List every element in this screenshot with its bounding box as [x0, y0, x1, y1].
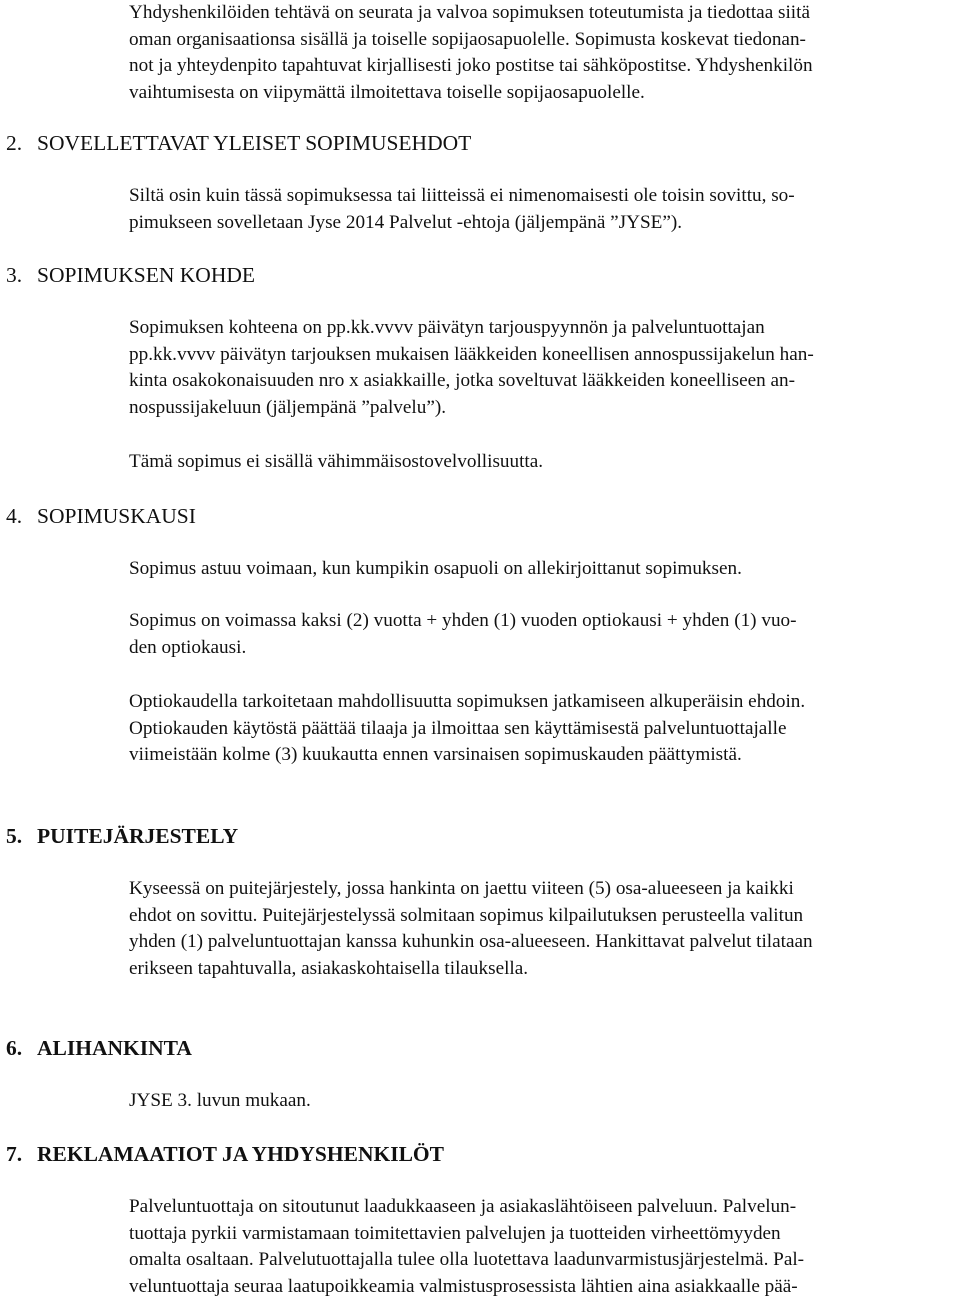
section-number: 2. — [6, 131, 23, 155]
section-heading-5 — [6, 823, 238, 849]
section-5-paragraph-1 — [129, 876, 949, 983]
text-line: Yhdyshenkilöiden tehtävä on seurata ja valvoa sopimuksen toteutumista ja tiedottaa siitä — [129, 2, 810, 23]
text-line: kinta osakokonaisuuden nro x asiakkaille, jotka soveltuvat lääkkeiden koneelliseen an- — [129, 370, 796, 392]
text-line: pimukseen sovelletaan Jyse 2014 Palvelut -ehtoja (jäljempänä ”JYSE”). — [129, 211, 683, 233]
text-line: pp.kk.vvvv päivätyn tarjouksen mukaisen lääkkeiden koneellisen annospussijakelun han- — [129, 343, 814, 365]
section-title: SOPIMUSKAUSI — [37, 504, 196, 528]
section-title: ALIHANKINTA — [37, 1036, 192, 1060]
section-7-paragraph-1 — [129, 1194, 949, 1301]
section-title: SOPIMUKSEN KOHDE — [37, 263, 256, 287]
section-heading-7 — [6, 1141, 444, 1167]
text-line: veluntuottaja seuraa laatupoikkeamia valmistusprosessista lähtien aina asiakkaalle pää- — [129, 1276, 798, 1298]
text-line: Kyseessä on puitejärjestely, jossa hankinta on jaettu viiteen (5) osa-alueeseen ja kaikki — [129, 878, 794, 899]
section-heading-4 — [6, 503, 196, 529]
text-line: not ja yhteydenpito tapahtuvat kirjallisesti joko postitse tai sähköpostitse. Yhdyshenkilön — [129, 55, 813, 77]
text-line: Palveluntuottaja on sitoutunut laadukkaaseen ja asiakaslähtöiseen palveluun. Palvelun- — [129, 1196, 797, 1217]
text-line: erikseen tapahtuvalla, asiakaskohtaisella tilauksella. — [129, 958, 529, 980]
text-line: Sopimus astuu voimaan, kun kumpikin osapuoli on allekirjoittanut sopimuksen. — [129, 558, 742, 579]
section-number: 3. — [6, 263, 23, 287]
text-line: Siltä osin kuin tässä sopimuksessa tai liitteissä ei nimenomaisesti ole toisin sovittu, so- — [129, 185, 795, 206]
section-title: SOVELLETTAVAT YLEISET SOPIMUSEHDOT — [37, 131, 472, 155]
text-line: omalta osaltaan. Palvelutuottajalla tulee olla luotettava laadunvarmistusjärjestelmä. Pal- — [129, 1249, 805, 1271]
section-3-paragraph-2 — [129, 449, 949, 476]
section-4-paragraph-3 — [129, 689, 949, 769]
text-line: tuottaja pyrkii varmistamaan toimitettavien palvelujen ja tuotteiden virheettömyyden — [129, 1222, 781, 1244]
section-title: PUITEJÄRJESTELY — [37, 824, 239, 848]
section-number: 5. — [6, 824, 23, 848]
text-line: Sopimuksen kohteena on pp.kk.vvvv päivätyn tarjouspyynnön ja palveluntuottajan — [129, 317, 765, 338]
section-number: 7. — [6, 1142, 23, 1166]
section-2-paragraph-1 — [129, 183, 949, 236]
text-line: Tämä sopimus ei sisällä vähimmäisostovelvollisuutta. — [129, 451, 544, 472]
text-line: den optiokausi. — [129, 636, 247, 658]
intro-paragraph — [129, 0, 949, 107]
section-3-paragraph-1 — [129, 315, 949, 422]
section-number: 4. — [6, 504, 23, 528]
section-4-paragraph-2 — [129, 608, 949, 661]
section-heading-6 — [6, 1035, 192, 1061]
text-line: Sopimus on voimassa kaksi (2) vuotta + yhden (1) vuoden optiokausi + yhden (1) vuo- — [129, 610, 797, 631]
section-4-paragraph-1 — [129, 556, 949, 583]
section-heading-2 — [6, 130, 471, 156]
section-title: REKLAMAATIOT JA YHDYSHENKILÖT — [37, 1142, 444, 1166]
text-line: oman organisaationsa sisällä ja toiselle sopijaosapuolelle. Sopimusta koskevat tiedonan- — [129, 28, 806, 50]
text-line: Optiokaudella tarkoitetaan mahdollisuutta sopimuksen jatkamiseen alkuperäisin ehdoin. — [129, 691, 806, 712]
text-line: vaihtumisesta on viipymättä ilmoitettava toiselle sopijaosapuolelle. — [129, 82, 645, 104]
section-6-paragraph-1 — [129, 1088, 949, 1115]
text-line: Optiokauden käytöstä päättää tilaaja ja ilmoittaa sen käyttämisestä palveluntuottajalle — [129, 717, 787, 739]
section-number: 6. — [6, 1036, 23, 1060]
text-line: yhden (1) palveluntuottajan kanssa kuhunkin osa-alueeseen. Hankittavat palvelut tilataan — [129, 931, 813, 953]
text-line: nospussijakeluun (jäljempänä ”palvelu”). — [129, 397, 447, 419]
text-line: ehdot on sovittu. Puitejärjestelyssä solmitaan sopimus kilpailutuksen perusteella valitun — [129, 904, 804, 926]
section-heading-3 — [6, 262, 255, 288]
text-line: JYSE 3. luvun mukaan. — [129, 1090, 311, 1111]
text-line: viimeistään kolme (3) kuukautta ennen varsinaisen sopimuskauden päättymistä. — [129, 744, 742, 766]
